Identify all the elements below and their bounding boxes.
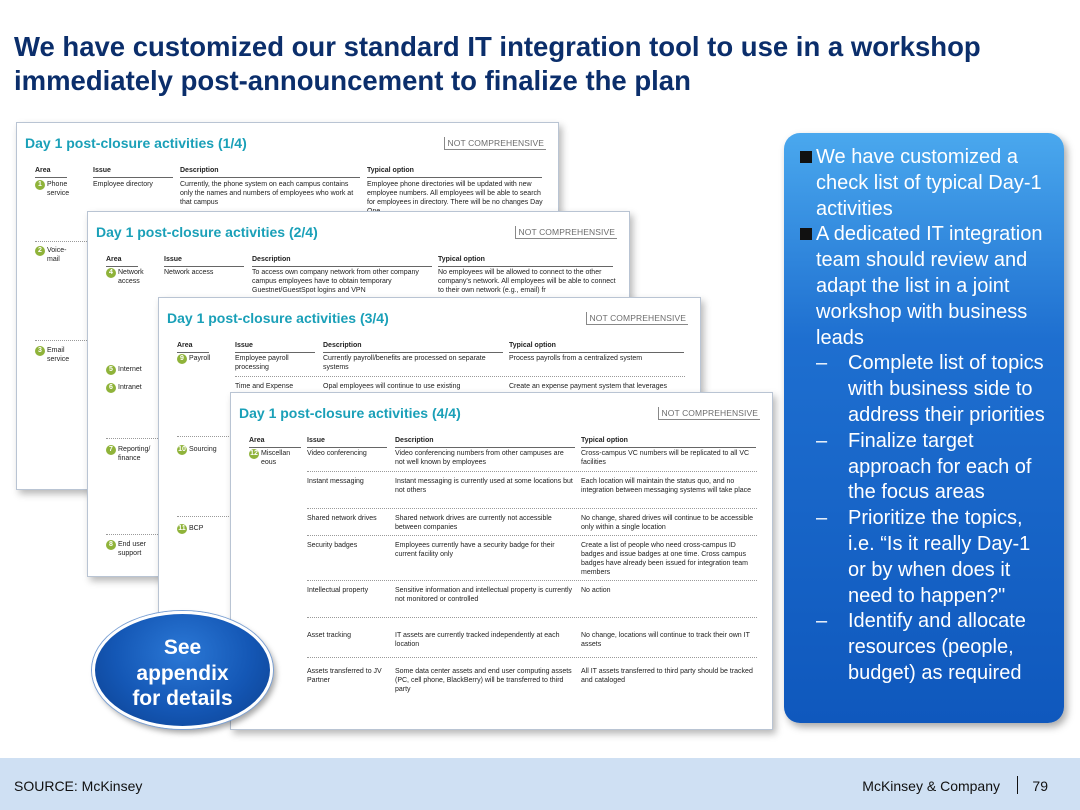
callout-sub-bullet-text: Identify and allocate resources (people, budget) as required [848, 610, 1026, 684]
option-cell: Process payrolls from a centralized system [509, 355, 643, 362]
issue-cell: Instant messaging [307, 478, 364, 485]
area-label: Payroll [189, 355, 211, 362]
description-cell: Video conferencing numbers from other campuses are not well known by employees [395, 450, 564, 466]
bubble-line: for details [132, 687, 233, 710]
area-label: Sourcing [189, 446, 217, 453]
area-number-badge: 11 [178, 525, 186, 532]
bubble-line: See [163, 636, 202, 659]
slide-footer [0, 758, 1080, 810]
col-header-issue: Issue [307, 437, 325, 444]
slide-title: We have customized our standard IT integration tool to use in a workshop immediately post-announcement to finalize the plan [14, 31, 981, 96]
area-cell [35, 246, 91, 264]
not-comprehensive-tag: NOT COMPREHENSIVE [515, 226, 617, 239]
area-number-badge: 10 [178, 446, 186, 453]
area-number-badge: 1 [35, 180, 45, 190]
bubble-line: appendix [136, 661, 229, 685]
description-cell: Instant messaging is currently used at some locations but not others [395, 478, 573, 494]
option-cell: No change, shared drives will continue to be accessible only within a single location [581, 515, 753, 531]
issue-cell: Security badges [307, 542, 358, 549]
see-appendix-bubble [92, 611, 273, 729]
col-header-option: Typical option [509, 342, 556, 349]
dash-bullet-icon: – [816, 610, 828, 633]
description-cell: To access own company network from other company campus employees have to obtain temporary Guestnet/GuestSpot logins and VPN [252, 269, 419, 294]
col-header-area: Area [177, 342, 193, 349]
dash-bullet-icon: – [816, 507, 828, 530]
callout-sub-bullet-text: Complete list of topics with business side to address their priorities [848, 352, 1045, 426]
area-cell [106, 540, 162, 558]
description-cell: Currently, the phone system on each campus contains only the names and numbers of employees who work at that campus [180, 181, 354, 206]
not-comprehensive-tag: NOT COMPREHENSIVE [658, 407, 760, 420]
page-number: 79 [1032, 778, 1048, 794]
description-cell: Some data center assets and end user computing assets (PC, cell phone, BlackBerry) will be transferred to third party [395, 668, 572, 693]
option-cell: No action [581, 587, 611, 594]
area-label: Reporting/ finance [118, 446, 151, 462]
area-number-badge: 7 [106, 445, 116, 455]
area-cell [106, 445, 162, 463]
area-number-badge: 4 [106, 268, 116, 278]
option-cell: Create an expense payment system that leverages [509, 383, 667, 390]
option-cell: Cross-campus VC numbers will be replicated to all VC facilities [581, 450, 750, 466]
area-label: Voice-mail [47, 247, 67, 263]
square-bullet-icon [800, 228, 812, 240]
dash-bullet-icon: – [816, 352, 828, 375]
card-title: Day 1 post-closure activities (4/4) [239, 405, 461, 421]
area-label: Network access [118, 269, 144, 285]
company-name: McKinsey & Company [862, 778, 1000, 794]
option-cell: Employee phone directories will be updated with new employee numbers. All employees will be able to search for employees in directory. There will be no changes Day [367, 181, 543, 206]
area-cell [106, 383, 162, 393]
col-header-description: Description [395, 437, 434, 444]
description-cell: Currently payroll/benefits are processed on separate systems [323, 355, 486, 371]
option-cell: Each location will maintain the status quo, and no integration between messaging systems will take place [581, 478, 752, 494]
col-header-issue: Issue [93, 167, 111, 174]
callout-bullet-text: A dedicated IT integration team should review and adapt the list in a joint workshop with business leads [816, 223, 1043, 349]
not-comprehensive-tag: NOT COMPREHENSIVE [586, 312, 688, 325]
callout-sub-bullet [798, 609, 1050, 686]
issue-cell: Asset tracking [307, 632, 351, 639]
card-title: Day 1 post-closure activities (3/4) [167, 310, 389, 326]
description-cell: IT assets are currently tracked independently at each location [395, 632, 560, 648]
issue-cell: Time and Expense [235, 383, 294, 390]
area-cell [249, 449, 305, 467]
callout-bullet-text: We have customized a check list of typical Day-1 activities [816, 146, 1042, 220]
area-label: BCP [189, 525, 204, 532]
col-header-option: Typical option [438, 256, 485, 263]
col-header-area: Area [35, 167, 51, 174]
issue-cell: Assets transferred to JV Partner [307, 668, 382, 684]
issue-cell: Video conferencing [307, 450, 367, 457]
not-comprehensive-tag: NOT COMPREHENSIVE [444, 137, 546, 150]
card-title: Day 1 post-closure activities (2/4) [96, 224, 318, 240]
area-label: Intranet [118, 384, 142, 391]
area-label: Internet [118, 366, 142, 373]
callout-sub-bullet [798, 429, 1050, 506]
col-header-description: Description [323, 342, 362, 349]
description-cell: Opal employees will continue to use existing [323, 383, 461, 390]
area-cell [177, 354, 233, 364]
callout-sub-bullet-text: Prioritize the topics, i.e. “Is it really Day-1 or by when does it need to happen?" [848, 507, 1031, 607]
area-cell [177, 445, 233, 455]
description-cell: Shared network drives are currently not accessible between companies [395, 515, 552, 531]
col-header-description: Description [252, 256, 291, 263]
area-label: Email service [47, 347, 70, 363]
area-label: End user support [118, 541, 147, 557]
issue-cell: Employee payroll processing [235, 355, 289, 371]
area-number-badge: 8 [106, 540, 116, 550]
dash-bullet-icon: – [816, 429, 828, 452]
col-header-area: Area [249, 437, 265, 444]
thumbnail-card-4 [230, 392, 773, 730]
area-cell [35, 346, 91, 364]
col-header-issue: Issue [235, 342, 253, 349]
callout-sub-bullet [798, 351, 1050, 428]
area-number-badge: 12 [250, 450, 258, 457]
issue-cell: Employee directory [93, 181, 153, 188]
area-cell [106, 268, 162, 286]
issue-cell: Shared network drives [307, 515, 377, 522]
area-cell [35, 180, 91, 198]
area-label: Phone service [47, 181, 70, 197]
card-title: Day 1 post-closure activities (1/4) [25, 135, 247, 151]
area-number-badge: 9 [177, 354, 187, 364]
callout-sub-bullet-text: Finalize target approach for each of the focus areas [848, 429, 1032, 504]
area-number-badge: 6 [106, 383, 116, 393]
col-header-option: Typical option [581, 437, 628, 444]
area-cell [177, 524, 233, 534]
area-number-badge: 3 [35, 346, 45, 356]
callout-bullet [798, 145, 1050, 222]
callout-bullet [798, 222, 1050, 351]
col-header-option: Typical option [367, 167, 414, 174]
footer-separator [1017, 776, 1018, 794]
col-header-issue: Issue [164, 256, 182, 263]
option-cell: Create a list of people who need cross-campus ID badges and issue badges at one time. Cross campus badges have already been issued for integration team members [581, 542, 748, 576]
issue-cell: Network access [164, 269, 214, 276]
square-bullet-icon [800, 151, 812, 163]
option-cell: No change, locations will continue to track their own IT assets [581, 632, 750, 648]
callout-sub-bullet [798, 506, 1050, 609]
description-cell: Employees currently have a security badge for their current facility only [395, 542, 555, 558]
source-note: SOURCE: McKinsey [14, 778, 143, 794]
col-header-description: Description [180, 167, 219, 174]
description-cell: Sensitive information and intellectual property is currently not monitored or controlled [395, 587, 573, 603]
col-header-area: Area [106, 256, 122, 263]
area-number-badge: 2 [35, 246, 45, 256]
option-cell: No employees will be allowed to connect to the other company's network. All employees will be able to connect to their own network (e.g., email) fr [438, 269, 616, 294]
summary-callout [784, 133, 1064, 723]
area-number-badge: 5 [106, 365, 116, 375]
area-label: Miscellan eous [261, 450, 291, 466]
option-cell: All IT assets transferred to third party should be tracked and cataloged [581, 668, 753, 684]
area-cell [106, 365, 162, 375]
issue-cell: Intellectual property [307, 587, 369, 594]
